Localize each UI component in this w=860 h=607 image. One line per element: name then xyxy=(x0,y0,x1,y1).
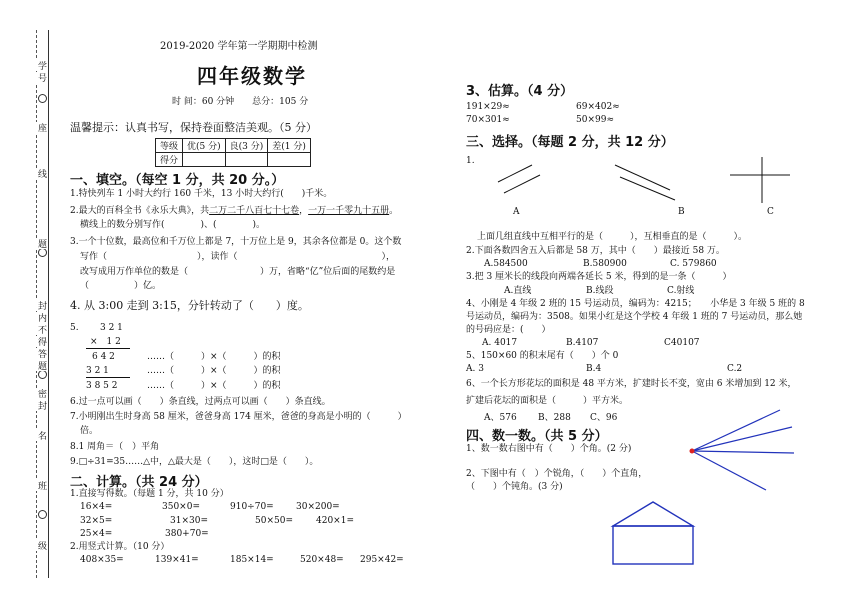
grade-cell[interactable] xyxy=(183,153,226,167)
binding-ring xyxy=(38,510,47,519)
school-year: 2019-2020 学年第一学期期中检测 xyxy=(160,41,318,52)
binding-ring xyxy=(38,248,47,257)
question-cont: （ ）亿。 xyxy=(80,281,162,291)
calc-item: 185×14= xyxy=(230,555,274,565)
question: 6.过一点可以画（ ）条直线，过两点可以画（ ）条直线。 xyxy=(70,397,331,407)
grade-header: 等级 xyxy=(156,139,183,153)
question: 3.把 3 厘米长的线段向两端各延长 5 米，得到的是一条（ ） xyxy=(466,272,732,282)
estimate-item: 50×99≈ xyxy=(576,115,614,125)
section-3-title: 3、估算。（4 分） xyxy=(466,84,574,99)
ray xyxy=(692,427,792,451)
question: 4. 从 3:00 走到 3:15，分针转动了（ ）度。 xyxy=(70,299,309,312)
margin-label: 座 xyxy=(36,123,46,132)
rectangle-body xyxy=(613,526,693,564)
calc-item: 380+70= xyxy=(165,529,209,539)
calc-item: 16×4= xyxy=(80,502,113,512)
figure-label: C xyxy=(767,207,774,217)
q5-row: 3 8 5 2 xyxy=(86,381,118,391)
option[interactable]: C.射线 xyxy=(667,286,695,296)
figure-a-line xyxy=(504,175,540,193)
question: 1、数一数右图中有（ ）个角。(2 分) xyxy=(466,444,632,454)
tip-text: 温馨提示：认真书写，保持卷面整洁美观。（5 分） xyxy=(70,121,317,134)
calc-item: 30×200= xyxy=(296,502,340,512)
page-title: 四年级数学 xyxy=(197,64,307,88)
question: 6、一个长方形花坛的面积是 48 平方米，扩建时长不变，宽由 6 米增加到 12 米， xyxy=(466,379,797,389)
calc-item: 25×4= xyxy=(80,529,113,539)
option[interactable]: B.4107 xyxy=(566,338,599,348)
question-cont: （ ）个钝角。(3 分) xyxy=(466,482,563,492)
question: 1.特快列车 1 小时大约行 160 千米，13 小时大约行( )千米。 xyxy=(70,189,333,199)
grade-header: 良(3 分) xyxy=(225,139,268,153)
q5-step: ……（ ）×（ ）的积 xyxy=(147,366,281,376)
calc-item: 520×48= xyxy=(300,555,344,565)
grade-header: 优(5 分) xyxy=(183,139,226,153)
grade-header: 差(1 分) xyxy=(268,139,311,153)
question: 上面几组直线中互相平行的是（ ），互相垂直的是（ ）。 xyxy=(477,232,748,242)
ray xyxy=(692,451,766,490)
vertex-dot xyxy=(690,449,695,454)
question: 8.1 周角＝（ ）平角 xyxy=(70,442,160,452)
q5-rule xyxy=(86,348,130,349)
option[interactable]: C.2 xyxy=(727,364,743,374)
question-cont: 横线上的数分别写作( )、( )。 xyxy=(80,220,266,230)
option[interactable]: A. 3 xyxy=(466,364,484,374)
option[interactable]: C、96 xyxy=(590,413,618,423)
margin-label: 题 xyxy=(36,361,46,370)
q5-step: ……（ ）×（ ）的积 xyxy=(147,352,281,362)
margin-label: 题 xyxy=(36,239,46,248)
margin-label: 封 xyxy=(36,401,46,410)
house-shape-figure xyxy=(608,498,698,570)
calc-item: 408×35= xyxy=(80,555,124,565)
line-figures xyxy=(490,155,810,215)
estimate-item: 191×29≈ xyxy=(466,102,510,112)
q5-number: 5. xyxy=(70,323,79,333)
margin-label: 密 xyxy=(36,389,46,398)
option[interactable]: A. 4017 xyxy=(482,338,518,348)
estimate-item: 69×402≈ xyxy=(576,102,620,112)
question: 4、小刚是 4 年级 2 班的 15 号运动员，编码为：4215； 小华是 3 年级 5 班的 8 xyxy=(466,299,805,309)
margin-label: 封 xyxy=(36,301,46,310)
section-choice-title: 三、选择。（每题 2 分，共 12 分） xyxy=(466,135,674,150)
question: 3.一个十位数，最高位和千万位上都是 7，十万位上是 9，其余各位都是 0。这个数 xyxy=(70,237,402,247)
margin-label: 内 xyxy=(36,313,46,322)
estimate-item: 70×301≈ xyxy=(466,115,510,125)
margin-label: 答 xyxy=(36,349,46,358)
exam-meta: 时 间：60 分钟 总分：105 分 xyxy=(172,97,309,107)
q5-step: ……（ ）×（ ）的积 xyxy=(147,381,281,391)
margin-label: 线 xyxy=(36,169,46,178)
margin-label: 班 xyxy=(36,481,46,490)
q5-row: 3 2 1 xyxy=(100,323,123,333)
option[interactable]: B.4 xyxy=(586,364,602,374)
angle-rays-figure xyxy=(680,405,800,495)
question-cont: 写作（ ），读作（ ）， xyxy=(80,252,396,262)
option[interactable]: C. 579860 xyxy=(670,259,717,269)
calc-item: 139×41= xyxy=(155,555,199,565)
question: 2.下面各数四舍五入后都是 58 万，其中（ ）最接近 58 万。 xyxy=(466,246,725,256)
margin-label: 号 xyxy=(36,73,46,82)
question-cont: 的号码应是：( ） xyxy=(466,325,551,335)
option[interactable]: C40107 xyxy=(664,338,700,348)
margin-label: 不 xyxy=(36,325,46,334)
calc-item: 32×5= xyxy=(80,516,113,526)
question: 5、150×60 的积末尾有（ ）个 0 xyxy=(466,351,619,361)
question: 7.小明刚出生时身高 58 厘米，爸爸身高 174 厘米，爸爸的身高是小明的（ ） xyxy=(70,412,407,422)
grade-cell[interactable] xyxy=(225,153,268,167)
question-number: 1. xyxy=(466,156,475,166)
calc-item: 350×0= xyxy=(162,502,200,512)
question-cont: 号运动员，编码为：3508。如果小红是这个学校 4 年级 1 班的 7 号运动员，那么她 xyxy=(466,312,803,322)
grade-table xyxy=(155,138,311,167)
q5-row: × 1 2 xyxy=(90,337,121,347)
option[interactable]: B.580900 xyxy=(583,259,627,269)
section-count-title: 四、数一数。（共 5 分） xyxy=(466,429,608,444)
margin-label: 学 xyxy=(36,61,46,70)
question-cont: 改写成用万作单位的数是（ ）万，省略“亿”位后面的尾数约是 xyxy=(80,267,396,277)
q5-row: 6 4 2 xyxy=(92,352,115,362)
subsection: 2.用竖式计算。（10 分） xyxy=(70,542,170,552)
section-2-title: 二、计算。（共 24 分） xyxy=(70,475,208,490)
calc-item: 50×50= xyxy=(255,516,293,526)
option[interactable]: B.线段 xyxy=(586,286,614,296)
question-cont: 扩建后花坛的面积是（ ）平方米。 xyxy=(466,396,629,406)
binding-ring xyxy=(38,370,47,379)
grade-cell[interactable] xyxy=(268,153,311,167)
margin-label: 名 xyxy=(36,431,46,440)
option[interactable]: A、576 xyxy=(484,413,517,423)
option[interactable]: B、288 xyxy=(538,413,571,423)
figure-a-line xyxy=(498,165,532,182)
margin-label: 级 xyxy=(36,541,46,550)
triangle-roof xyxy=(613,502,693,526)
binding-ring xyxy=(38,94,47,103)
subsection: 1.直接写得数。（每题 1 分，共 10 分） xyxy=(70,489,229,499)
margin-label: 得 xyxy=(36,337,46,346)
question-cont: 倍。 xyxy=(80,426,99,436)
figure-label: B xyxy=(678,207,685,217)
option[interactable]: A.直线 xyxy=(504,286,532,296)
q5-rule xyxy=(86,377,130,378)
binding-solid-line xyxy=(48,30,49,578)
calc-item: 31×30= xyxy=(170,516,208,526)
question: 2、下图中有（ ）个锐角，（ ）个直角， xyxy=(466,469,648,479)
question: 9.□÷31=35……△中，△最大是（ ），这时□是（ ）。 xyxy=(70,457,319,467)
calc-item: 295×42= xyxy=(360,555,404,565)
grade-row-label: 得分 xyxy=(156,153,183,167)
ray xyxy=(692,410,780,451)
option[interactable]: A.584500 xyxy=(484,259,528,269)
ray xyxy=(692,451,794,453)
question: 2.最大的百科全书《永乐大典》，共二万二千八百七十七卷，一万一千零九十五册。 xyxy=(70,206,399,216)
calc-item: 420×1= xyxy=(316,516,354,526)
calc-item: 910÷70= xyxy=(230,502,274,512)
figure-label: A xyxy=(513,207,520,217)
q5-row: 3 2 1 xyxy=(86,366,109,376)
section-1-title: 一、填空。（每空 1 分，共 20 分。） xyxy=(70,173,285,188)
